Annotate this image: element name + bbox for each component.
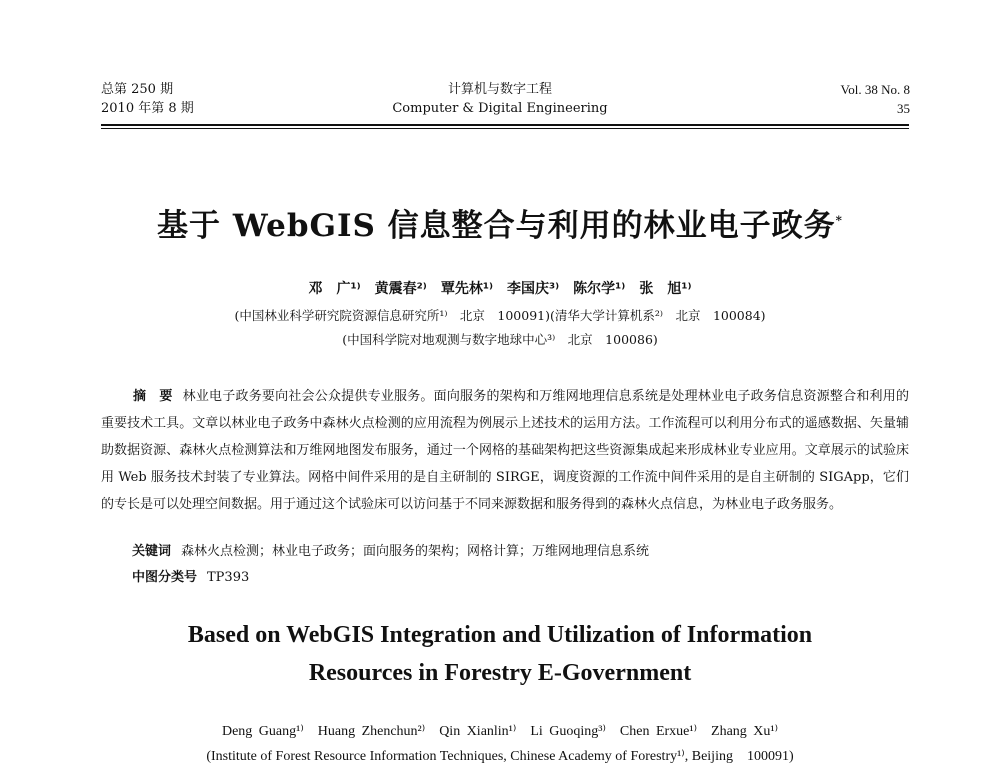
affiliation-cn-1: (中国林业科学研究院资源信息研究所¹⁾ 北京 100091)(清华大学计算机系²⁾ 北京 100084) [234,308,766,323]
journal-name-en: Computer & Digital Engineering [392,101,608,116]
classification-code: TP393 [207,570,250,585]
issue-year: 2010 年第 8 期 [101,101,194,116]
paper-title-en [0,616,1000,692]
keywords-label: 关键词 [132,544,172,559]
issue-total: 总第 250 期 [101,82,174,97]
volume-info [841,80,910,118]
volume-number: Vol. 38 No. 8 [840,82,910,97]
title-footnote-mark: * [835,213,843,228]
classification [132,566,249,585]
page-number: 35 [897,101,910,116]
journal-name-cn: 计算机与数字工程 [447,82,552,97]
affiliation-cn-2: (中国科学院对地观测与数字地球中心³⁾ 北京 100086) [342,332,658,347]
title-en-line-2: Resources in Forestry E-Government [308,660,692,686]
title-en-line-1: Based on WebGIS Integration and Utilization of Information [187,622,813,648]
abstract-text: 林业电子政务要向社会公众提供专业服务。面向服务的架构和万维网地理信息系统是处理林业电子政务信息资源整合和利用的重要技术工具。文章以林业电子政务中森林火点检测的应用流程为例展示上述技术的运用方法。工作流程可以利用分布式的遥感数据、矢量辅助数据资源、森林火点检测算法和万维网地图发布服务，通过一个网格的基础架构把这些资源集成起来形成林业专业应用。文章展示的试验床用 Web 服务技术封装了专业算法。网格中间件采用的是自主研制的 SIRGE，调度资源的工作流中间件采用的是自主研制的 SIGApp，它们的专长是可以处理空间数据。用于通过这个试验床可以访问基于不同来源数据和服务得到的森林火点信息，为林业电子政务服务。 [101,389,909,512]
author-list-en: Deng Guang¹⁾ Huang Zhenchun²⁾ Qin Xianlin¹⁾ Li Guoqing³⁾ Chen Erxue¹⁾ Zhang Xu¹⁾ [221,724,779,739]
abstract-label: 摘 要 [133,389,173,404]
keywords-text: 森林火点检测；林业电子政务；面向服务的架构；网格计算；万维网地理信息系统 [181,544,650,559]
affiliation-en-1: (Institute of Forest Resource Information Techniques, Chinese Academy of Forestry¹⁾, Beijing 100091) [206,749,794,764]
title-text: 基于 WebGIS 信息整合与利用的林业电子政务 [157,208,836,244]
keywords [132,540,649,559]
journal-name [300,80,700,118]
paper-title-cn [0,200,1000,245]
header-rule-thin [101,128,909,129]
journal-issue-info [101,80,194,118]
abstract [101,383,909,518]
classification-label: 中图分类号 [132,570,198,585]
author-list-cn: 邓 广¹⁾ 黄震春²⁾ 覃先林¹⁾ 李国庆³⁾ 陈尔学¹⁾ 张 旭¹⁾ [308,281,692,297]
header-rule-thick [101,124,909,126]
